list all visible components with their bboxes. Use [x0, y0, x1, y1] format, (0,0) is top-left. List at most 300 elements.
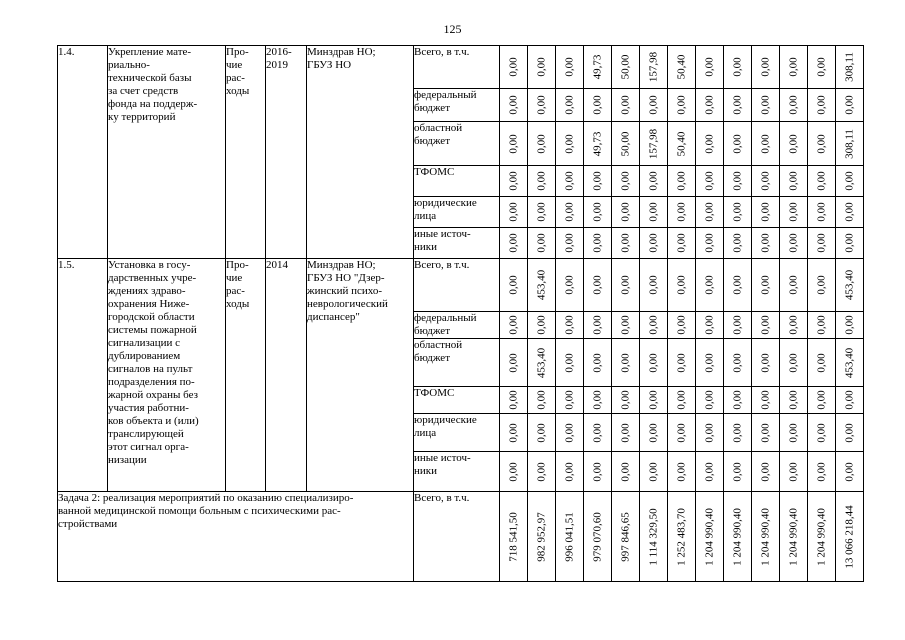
value-text: 0,00 [619, 461, 631, 482]
value-text: 0,00 [759, 95, 771, 115]
value-cell [836, 166, 864, 197]
value-cell [808, 122, 836, 166]
value-text: 0,00 [703, 233, 715, 253]
value-text: 0,00 [675, 233, 687, 253]
value-cell [724, 197, 752, 228]
value-cell [612, 387, 640, 414]
value-text: 0,00 [787, 461, 799, 482]
value-cell [780, 414, 808, 452]
value-cell [780, 166, 808, 197]
value-text: 0,00 [535, 57, 547, 77]
value-text: 0,00 [675, 171, 687, 191]
value-text: 0,00 [507, 171, 519, 191]
value-text: 1 204 990,40 [787, 507, 799, 566]
value-cell [696, 492, 724, 582]
value-cell [696, 259, 724, 312]
value-cell [528, 452, 556, 492]
value-cell [752, 339, 780, 387]
value-cell [556, 387, 584, 414]
value-text: 0,00 [703, 171, 715, 191]
value-cell [528, 89, 556, 122]
value-text: 0,00 [703, 352, 715, 373]
value-cell [668, 228, 696, 259]
item-name: Установка в госу- дарственных учре- ждениях здраво- охранения Ниже- городской области системы пожарной сигнализации с дублированием сигналов на пульт подразделения по- жарной охраны без участия работни- ков объекта и (или) транслирующей этот сигнал орга- низации [108, 259, 226, 492]
value-cell [724, 166, 752, 197]
value-cell [640, 492, 668, 582]
value-cell [808, 259, 836, 312]
value-cell [752, 46, 780, 89]
value-cell [668, 339, 696, 387]
value-text: 0,00 [787, 233, 799, 253]
value-text: 0,00 [759, 171, 771, 191]
value-text: 0,00 [731, 171, 743, 191]
value-text: 0,00 [843, 233, 855, 253]
value-cell [528, 312, 556, 339]
value-text: 1 114 329,50 [647, 507, 659, 566]
value-cell [668, 197, 696, 228]
value-text: 0,00 [815, 202, 827, 222]
value-cell [584, 228, 612, 259]
value-cell [752, 414, 780, 452]
value-cell [500, 46, 528, 89]
value-text: 0,00 [703, 202, 715, 222]
funding-source: Всего, в т.ч. [414, 259, 500, 312]
value-cell [612, 312, 640, 339]
value-cell [752, 452, 780, 492]
value-cell [500, 228, 528, 259]
value-text: 0,00 [563, 315, 575, 335]
value-text: 0,00 [759, 202, 771, 222]
value-text: 0,00 [787, 57, 799, 77]
value-cell [556, 89, 584, 122]
value-cell [528, 197, 556, 228]
value-text: 0,00 [787, 202, 799, 222]
value-cell [640, 46, 668, 89]
value-cell [724, 259, 752, 312]
value-cell [640, 339, 668, 387]
value-cell [836, 46, 864, 89]
item-name: Укрепление мате- риально- технической базы за счет средств фонда на поддерж- ку территорий [108, 46, 226, 259]
value-cell [696, 122, 724, 166]
value-cell [556, 166, 584, 197]
value-cell [780, 492, 808, 582]
value-text: 0,00 [647, 352, 659, 373]
value-cell [752, 387, 780, 414]
value-cell [556, 492, 584, 582]
budget-table-body [58, 46, 864, 582]
value-text: 49,73 [591, 54, 603, 80]
value-text: 0,00 [703, 315, 715, 335]
value-text: 0,00 [507, 390, 519, 410]
value-text: 0,00 [619, 352, 631, 373]
value-text: 0,00 [507, 133, 519, 154]
table-row [58, 46, 864, 89]
value-text: 0,00 [843, 422, 855, 443]
funding-source: ТФОМС [414, 166, 500, 197]
value-cell [696, 452, 724, 492]
value-text: 1 204 990,40 [815, 507, 827, 566]
value-cell [752, 312, 780, 339]
task-description: Задача 2: реализация мероприятий по оказанию специализиро- ванной медицинской помощи больным с психическими рас- стройствами [58, 492, 414, 582]
value-cell [752, 89, 780, 122]
value-cell [836, 339, 864, 387]
value-cell [528, 122, 556, 166]
value-cell [528, 259, 556, 312]
value-text: 0,00 [731, 202, 743, 222]
value-cell [612, 492, 640, 582]
value-cell [640, 387, 668, 414]
value-cell [640, 312, 668, 339]
value-text: 997 846,65 [619, 511, 631, 562]
value-cell [836, 312, 864, 339]
value-text: 0,00 [619, 233, 631, 253]
value-text: 0,00 [675, 315, 687, 335]
value-cell [640, 197, 668, 228]
value-text: 0,00 [591, 315, 603, 335]
value-cell [836, 228, 864, 259]
value-text: 0,00 [647, 315, 659, 335]
value-text: 0,00 [563, 422, 575, 443]
value-cell [668, 452, 696, 492]
value-cell [556, 259, 584, 312]
value-text: 453,40 [535, 347, 547, 378]
value-text: 0,00 [507, 202, 519, 222]
value-text: 0,00 [535, 461, 547, 482]
value-cell [500, 339, 528, 387]
value-cell [724, 387, 752, 414]
value-cell [836, 122, 864, 166]
value-cell [780, 197, 808, 228]
task-row [58, 492, 864, 582]
value-text: 0,00 [759, 390, 771, 410]
value-text: 0,00 [563, 390, 575, 410]
value-cell [500, 312, 528, 339]
value-text: 0,00 [535, 233, 547, 253]
value-cell [500, 452, 528, 492]
value-text: 0,00 [815, 95, 827, 115]
value-text: 0,00 [731, 390, 743, 410]
value-cell [584, 89, 612, 122]
value-text: 0,00 [535, 95, 547, 115]
value-text: 0,00 [507, 233, 519, 253]
value-text: 0,00 [731, 133, 743, 154]
value-cell [556, 339, 584, 387]
funding-source: юридические лица [414, 197, 500, 228]
value-text: 0,00 [731, 57, 743, 77]
value-cell [808, 166, 836, 197]
value-text: 0,00 [619, 95, 631, 115]
value-cell [696, 387, 724, 414]
value-cell [696, 414, 724, 452]
value-text: 0,00 [647, 461, 659, 482]
value-text: 0,00 [731, 275, 743, 295]
page-number: 125 [443, 22, 462, 36]
value-cell [696, 46, 724, 89]
value-cell [584, 452, 612, 492]
value-text: 50,40 [675, 54, 687, 80]
value-cell [584, 312, 612, 339]
value-text: 0,00 [759, 352, 771, 373]
value-cell [556, 122, 584, 166]
value-text: 0,00 [675, 95, 687, 115]
value-cell [836, 197, 864, 228]
value-cell [640, 259, 668, 312]
value-text: 0,00 [815, 390, 827, 410]
value-text: 0,00 [563, 461, 575, 482]
item-number: 1.5. [58, 259, 108, 492]
value-cell [584, 414, 612, 452]
value-cell [752, 197, 780, 228]
value-cell [556, 414, 584, 452]
value-text: 0,00 [535, 202, 547, 222]
value-text: 0,00 [787, 275, 799, 295]
value-cell [780, 122, 808, 166]
value-text: 453,40 [843, 347, 855, 378]
value-text: 0,00 [815, 352, 827, 373]
value-text: 0,00 [563, 171, 575, 191]
value-text: 0,00 [591, 390, 603, 410]
value-text: 49,73 [591, 131, 603, 156]
value-text: 0,00 [647, 390, 659, 410]
value-text: 0,00 [675, 352, 687, 373]
value-text: 0,00 [591, 461, 603, 482]
value-text: 0,00 [759, 233, 771, 253]
value-text: 0,00 [507, 461, 519, 482]
value-text: 0,00 [535, 315, 547, 335]
value-text: 0,00 [759, 57, 771, 77]
value-text: 0,00 [843, 315, 855, 335]
value-text: 0,00 [563, 352, 575, 373]
value-cell [696, 339, 724, 387]
value-text: 0,00 [815, 275, 827, 295]
value-text: 0,00 [759, 315, 771, 335]
funding-source: иные источ- ники [414, 228, 500, 259]
value-text: 0,00 [535, 422, 547, 443]
value-text: 0,00 [703, 133, 715, 154]
value-text: 0,00 [731, 461, 743, 482]
value-cell [836, 387, 864, 414]
value-text: 0,00 [731, 315, 743, 335]
value-cell [668, 492, 696, 582]
value-cell [500, 259, 528, 312]
value-cell [696, 89, 724, 122]
value-text: 0,00 [787, 390, 799, 410]
value-text: 0,00 [787, 315, 799, 335]
value-cell [584, 166, 612, 197]
value-text: 0,00 [815, 315, 827, 335]
value-cell [836, 492, 864, 582]
value-text: 0,00 [619, 390, 631, 410]
value-text: 0,00 [507, 315, 519, 335]
value-cell [808, 46, 836, 89]
value-text: 0,00 [535, 171, 547, 191]
value-cell [780, 452, 808, 492]
value-text: 0,00 [731, 352, 743, 373]
value-text: 0,00 [675, 422, 687, 443]
value-cell [584, 339, 612, 387]
value-text: 0,00 [591, 275, 603, 295]
funding-source: федеральный бюджет [414, 312, 500, 339]
value-text: 0,00 [843, 461, 855, 482]
value-cell [640, 452, 668, 492]
value-text: 0,00 [647, 233, 659, 253]
value-cell [584, 492, 612, 582]
value-cell [668, 387, 696, 414]
value-cell [808, 197, 836, 228]
funding-source: юридические лица [414, 414, 500, 452]
value-cell [808, 228, 836, 259]
value-text: 0,00 [815, 461, 827, 482]
value-cell [836, 452, 864, 492]
value-cell [556, 228, 584, 259]
value-cell [668, 122, 696, 166]
value-cell [752, 492, 780, 582]
value-cell [528, 228, 556, 259]
value-cell [752, 259, 780, 312]
value-text: 0,00 [507, 352, 519, 373]
value-text: 0,00 [759, 133, 771, 154]
value-cell [500, 197, 528, 228]
value-text: 0,00 [787, 422, 799, 443]
funding-source: Всего, в т.ч. [414, 46, 500, 89]
value-cell [584, 387, 612, 414]
value-text: 0,00 [675, 461, 687, 482]
value-cell [808, 452, 836, 492]
value-cell [584, 46, 612, 89]
value-cell [528, 339, 556, 387]
value-cell [668, 414, 696, 452]
value-text: 453,40 [535, 269, 547, 301]
value-text: 0,00 [591, 171, 603, 191]
value-cell [808, 339, 836, 387]
value-text: 308,11 [843, 128, 855, 159]
value-cell [528, 492, 556, 582]
value-cell [752, 166, 780, 197]
funding-source: областной бюджет [414, 339, 500, 387]
value-cell [808, 492, 836, 582]
value-cell [724, 452, 752, 492]
value-cell [612, 414, 640, 452]
funding-source: областной бюджет [414, 122, 500, 166]
value-text: 0,00 [787, 95, 799, 115]
value-cell [808, 414, 836, 452]
value-text: 50,00 [619, 54, 631, 80]
value-cell [780, 46, 808, 89]
value-cell [836, 414, 864, 452]
value-text: 0,00 [619, 171, 631, 191]
value-cell [780, 228, 808, 259]
value-cell [500, 414, 528, 452]
value-cell [808, 312, 836, 339]
value-text: 0,00 [647, 171, 659, 191]
value-text: 0,00 [563, 95, 575, 115]
value-cell [640, 89, 668, 122]
value-cell [724, 89, 752, 122]
value-cell [808, 387, 836, 414]
value-text: 982 952,97 [535, 511, 547, 562]
value-cell [724, 228, 752, 259]
value-text: 0,00 [731, 233, 743, 253]
value-text: 0,00 [619, 315, 631, 335]
value-cell [752, 228, 780, 259]
table-row [58, 259, 864, 312]
value-cell [808, 89, 836, 122]
value-text: 0,00 [703, 95, 715, 115]
value-cell [668, 166, 696, 197]
value-text: 0,00 [703, 390, 715, 410]
value-cell [640, 166, 668, 197]
value-text: 0,00 [787, 133, 799, 154]
value-cell [696, 228, 724, 259]
value-text: 1 204 990,40 [731, 507, 743, 566]
value-text: 1 204 990,40 [759, 507, 771, 566]
value-text: 0,00 [703, 275, 715, 295]
value-text: 0,00 [787, 171, 799, 191]
value-cell [556, 197, 584, 228]
value-cell [780, 387, 808, 414]
value-text: 0,00 [647, 422, 659, 443]
value-text: 0,00 [507, 57, 519, 77]
value-cell [724, 414, 752, 452]
value-text: 0,00 [619, 275, 631, 295]
value-text: 0,00 [703, 461, 715, 482]
value-text: 157,98 [647, 128, 659, 159]
value-cell [500, 492, 528, 582]
value-cell [724, 339, 752, 387]
value-text: 0,00 [675, 390, 687, 410]
value-text: 0,00 [507, 422, 519, 443]
value-text: 0,00 [647, 95, 659, 115]
value-text: 0,00 [535, 133, 547, 154]
value-cell [612, 339, 640, 387]
value-cell [500, 166, 528, 197]
value-cell [836, 259, 864, 312]
value-cell [780, 339, 808, 387]
value-cell [612, 166, 640, 197]
budget-table [57, 45, 864, 582]
value-cell [500, 89, 528, 122]
value-cell [668, 259, 696, 312]
value-text: 0,00 [535, 390, 547, 410]
value-text: 0,00 [787, 352, 799, 373]
item-years: 2016- 2019 [266, 46, 307, 259]
value-cell [528, 414, 556, 452]
value-cell [612, 89, 640, 122]
value-text: 0,00 [507, 275, 519, 295]
value-text: 453,40 [843, 269, 855, 301]
value-text: 0,00 [703, 422, 715, 443]
value-cell [668, 312, 696, 339]
value-text: 0,00 [815, 233, 827, 253]
value-cell [528, 46, 556, 89]
value-cell [612, 452, 640, 492]
value-text: 13 066 218,44 [843, 504, 855, 569]
value-cell [668, 46, 696, 89]
value-text: 0,00 [843, 202, 855, 222]
value-text: 0,00 [815, 57, 827, 77]
value-cell [500, 122, 528, 166]
value-cell [724, 312, 752, 339]
value-text: 0,00 [591, 422, 603, 443]
value-text: 0,00 [759, 422, 771, 443]
value-text: 0,00 [843, 171, 855, 191]
value-text: 1 252 483,70 [675, 507, 687, 566]
value-text: 0,00 [675, 202, 687, 222]
value-cell [584, 122, 612, 166]
expense-type: Про- чие рас- ходы [226, 46, 266, 259]
value-cell [556, 452, 584, 492]
value-cell [780, 259, 808, 312]
